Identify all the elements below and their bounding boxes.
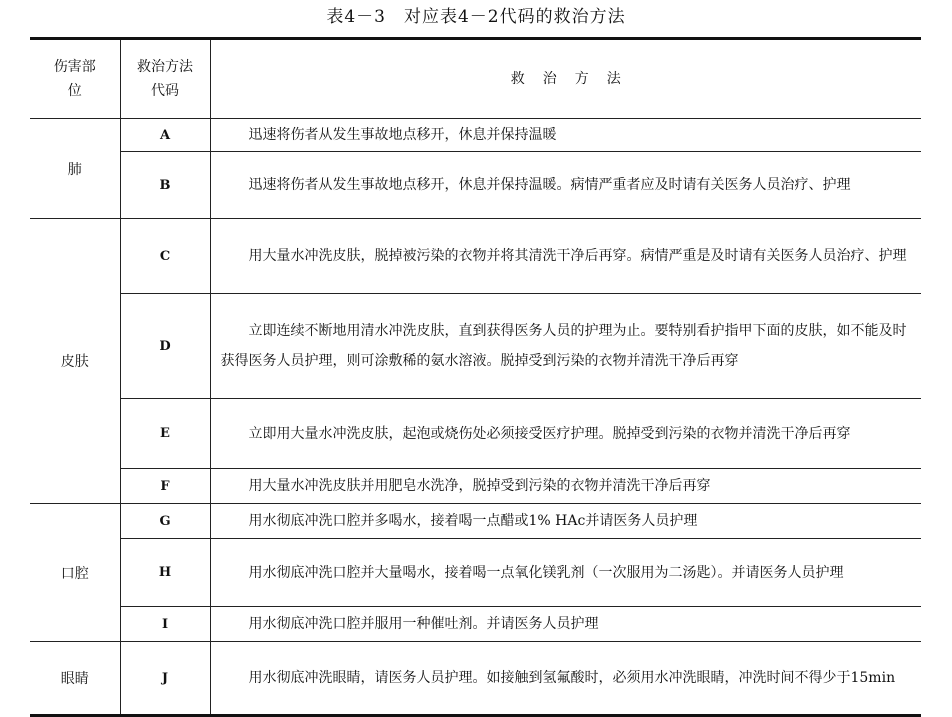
method-code-cell: I: [120, 607, 210, 642]
method-text-cell: 用水彻底冲洗眼睛，请医务人员护理。如接触到氢氟酸时，必须用水冲洗眼睛，冲洗时间不得少于15min: [210, 642, 921, 716]
method-code-cell: F: [120, 469, 210, 504]
method-text-cell: 用水彻底冲洗口腔并多喝水，接着喝一点醋或1% HAc并请医务人员护理: [210, 504, 921, 539]
method-text-cell: 用水彻底冲洗口腔并大量喝水，接着喝一点氧化镁乳剂（一次服用为二汤匙）。并请医务人员护理: [210, 539, 921, 607]
method-text-cell: 立即连续不断地用清水冲洗皮肤，直到获得医务人员的护理为止。要特别看护指甲下面的皮肤，如不能及时获得医务人员护理，则可涂敷稀的氨水溶液。脱掉受到污染的衣物并清洗干净后再穿: [210, 294, 921, 399]
table-row: [30, 294, 921, 399]
method-code-cell: H: [120, 539, 210, 607]
table-row: [30, 152, 921, 219]
table-row: [30, 642, 921, 716]
table-row: [30, 504, 921, 539]
method-code-cell: E: [120, 399, 210, 469]
table-row: [30, 219, 921, 294]
table-row: [30, 119, 921, 152]
method-code-cell: J: [120, 642, 210, 716]
method-text-cell: 用大量水冲洗皮肤并用肥皂水洗净，脱掉受到污染的衣物并清洗干净后再穿: [210, 469, 921, 504]
table-row: [30, 607, 921, 642]
header-treatment-method: 救治方法: [210, 39, 921, 119]
table-row: [30, 469, 921, 504]
method-text-cell: 立即用大量水冲洗皮肤，起泡或烧伤处必须接受医疗护理。脱掉受到污染的衣物并清洗干净后再穿: [210, 399, 921, 469]
injury-site-cell: 肺: [30, 119, 120, 219]
header-row: [30, 39, 921, 119]
method-text-cell: 迅速将伤者从发生事故地点移开，休息并保持温暖: [210, 119, 921, 152]
table-row: [30, 539, 921, 607]
method-text-cell: 用大量水冲洗皮肤，脱掉被污染的衣物并将其清洗干净后再穿。病情严重是及时请有关医务人员治疗、护理: [210, 219, 921, 294]
injury-site-cell: 皮肤: [30, 219, 120, 504]
header-method-code: 救治方法代码: [120, 39, 210, 119]
method-code-cell: D: [120, 294, 210, 399]
table-row: [30, 399, 921, 469]
method-text-cell: 用水彻底冲洗口腔并服用一种催吐剂。并请医务人员护理: [210, 607, 921, 642]
method-text-cell: 迅速将伤者从发生事故地点移开，休息并保持温暖。病情严重者应及时请有关医务人员治疗、护理: [210, 152, 921, 219]
method-code-cell: C: [120, 219, 210, 294]
method-code-cell: A: [120, 119, 210, 152]
injury-site-cell: 眼睛: [30, 642, 120, 716]
method-code-cell: G: [120, 504, 210, 539]
injury-site-cell: 口腔: [30, 504, 120, 642]
header-injury-site: 伤害部位: [30, 39, 120, 119]
treatment-table: [30, 37, 921, 717]
table-title: 表4－3 对应表4－2代码的救治方法: [326, 7, 626, 27]
method-code-cell: B: [120, 152, 210, 219]
